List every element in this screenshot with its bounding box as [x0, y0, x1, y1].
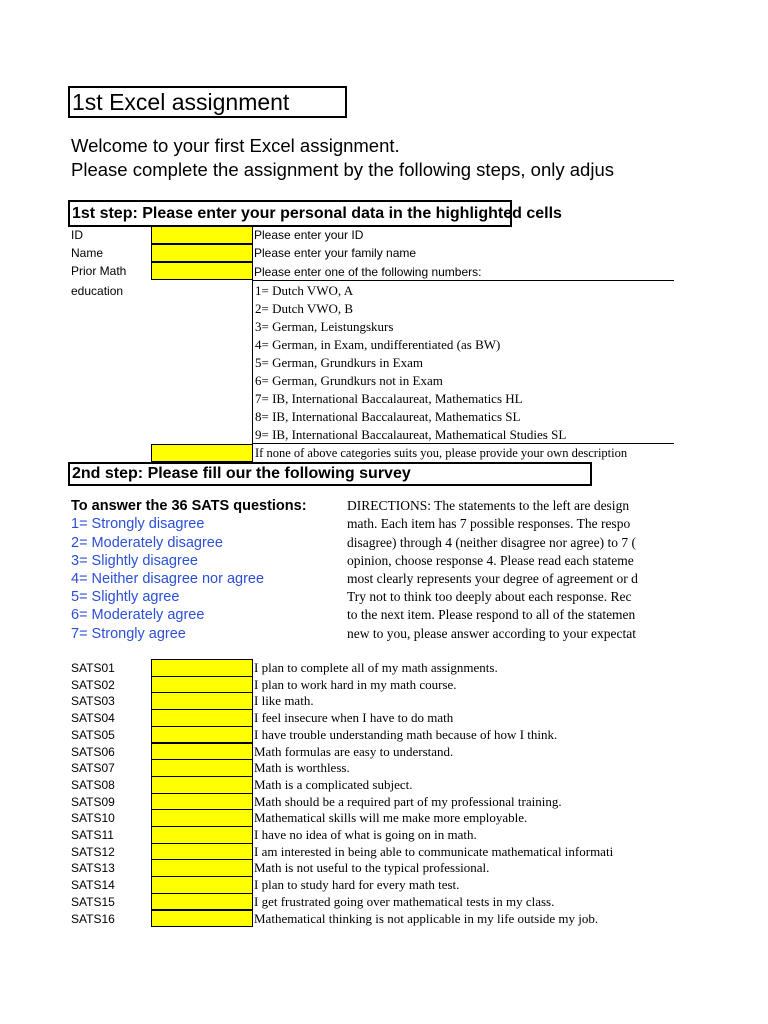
- intro-line-1: Welcome to your first Excel assignment.: [71, 135, 400, 156]
- option-3: 3= German, Leistungskurs: [255, 319, 394, 334]
- sats-answer-cell[interactable]: [151, 726, 253, 744]
- math-instruction: Please enter one of the following numbers:: [254, 265, 482, 279]
- step1-heading: 1st step: Please enter your personal data in the highlighted cells: [72, 205, 562, 222]
- sats-statement: I have no idea of what is going on in math.: [254, 827, 477, 842]
- scale-item-5: 5= Slightly agree: [71, 589, 180, 605]
- sats-answer-cell[interactable]: [151, 809, 253, 827]
- option-1: 1= Dutch VWO, A: [255, 283, 354, 298]
- id-input-cell[interactable]: [151, 226, 253, 244]
- name-input-cell[interactable]: [151, 244, 253, 262]
- sats-code: SATS10: [71, 811, 115, 826]
- sats-code: SATS05: [71, 727, 115, 742]
- options-top-border: [252, 280, 674, 281]
- sats-statement: Math is worthless.: [254, 760, 350, 776]
- sats-statement: Math is not useful to the typical professional.: [254, 860, 490, 876]
- option-8: 8= IB, International Baccalaureat, Mathematics SL: [255, 409, 521, 424]
- directions-line-1: DIRECTIONS: The statements to the left are design: [347, 498, 630, 513]
- sats-statement: Math formulas are easy to understand.: [254, 743, 454, 759]
- sats-answer-cell[interactable]: [151, 893, 253, 911]
- scale-item-2: 2= Moderately disagree: [71, 535, 223, 551]
- sats-code: SATS06: [71, 744, 115, 759]
- directions-line-2: math. Each item has 7 possible responses. The respo: [347, 516, 631, 531]
- other-instruction: If none of above categories suits you, please provide your own description: [255, 446, 628, 460]
- sats-code: SATS07: [71, 761, 115, 776]
- sats-statement: I get frustrated going over mathematical tests in my class.: [254, 893, 555, 909]
- sats-statement: I plan to study hard for every math test.: [254, 877, 460, 893]
- sats-answer-cell[interactable]: [151, 910, 253, 928]
- name-instruction: Please enter your family name: [254, 246, 417, 260]
- directions-line-5: most clearly represents your degree of agreement or d: [347, 571, 638, 586]
- scale-item-1: 1= Strongly disagree: [71, 516, 205, 532]
- option-6: 6= German, Grundkurs not in Exam: [255, 373, 443, 388]
- sats-statement: Math is a complicated subject.: [254, 776, 413, 792]
- sats-code: SATS03: [71, 694, 115, 709]
- intro-line-2: Please complete the assignment by the following steps, only adjus: [71, 159, 614, 180]
- sats-code: SATS01: [71, 661, 115, 675]
- sats-code: SATS02: [71, 677, 115, 692]
- sats-statement: I plan to complete all of my math assignments.: [254, 660, 498, 675]
- scale-item-4: 4= Neither disagree nor agree: [71, 571, 265, 587]
- sats-answer-cell[interactable]: [151, 859, 253, 877]
- directions-line-6: Try not to think too deeply about each response. Rec: [347, 589, 632, 604]
- sats-answer-cell[interactable]: [151, 743, 253, 761]
- directions-line-8: new to you, please answer according to your expectat: [347, 626, 637, 641]
- option-7: 7= IB, International Baccalaureat, Mathematics HL: [255, 391, 523, 406]
- directions-line-4: opinion, choose response 4. Please read each stateme: [347, 553, 634, 568]
- id-instruction: Please enter your ID: [254, 228, 364, 242]
- options-left-border: [252, 280, 253, 462]
- directions-line-7: to the next item. Please respond to all of the statemen: [347, 607, 636, 622]
- scale-heading: To answer the 36 SATS questions:: [71, 498, 307, 514]
- sats-statement: Math should be a required part of my professional training.: [254, 793, 562, 809]
- name-label: Name: [71, 246, 104, 260]
- sats-code: SATS11: [71, 828, 114, 842]
- sats-answer-cell[interactable]: [151, 876, 253, 894]
- sats-statement: I like math.: [254, 693, 314, 709]
- math-label-1: Prior Math: [71, 264, 127, 278]
- option-2: 2= Dutch VWO, B: [255, 301, 354, 316]
- sats-answer-cell[interactable]: [151, 692, 253, 710]
- math-education-input-cell[interactable]: [151, 262, 253, 280]
- option-4: 4= German, in Exam, undifferentiated (as BW): [255, 337, 501, 352]
- sats-statement: I am interested in being able to communicate mathematical informati: [254, 843, 614, 859]
- page-title: 1st Excel assignment: [72, 89, 290, 115]
- id-label: ID: [71, 228, 83, 242]
- sats-statement: I have trouble understanding math because of how I think.: [254, 726, 558, 742]
- sats-statement: Mathematical thinking is not applicable in my life outside my job.: [254, 910, 599, 926]
- sats-code: SATS15: [71, 894, 115, 909]
- scale-item-6: 6= Moderately agree: [71, 607, 205, 623]
- sats-answer-cell[interactable]: [151, 793, 253, 811]
- sats-code: SATS16: [71, 911, 115, 926]
- sats-answer-cell[interactable]: [151, 776, 253, 794]
- sats-code: SATS12: [71, 844, 115, 859]
- sats-code: SATS14: [71, 878, 115, 893]
- sats-answer-cell[interactable]: [151, 676, 253, 694]
- sats-answer-cell[interactable]: [151, 759, 253, 777]
- sats-answer-cell[interactable]: [151, 709, 253, 727]
- sats-code: SATS13: [71, 861, 115, 876]
- sats-statement: I plan to work hard in my math course.: [254, 676, 457, 692]
- sats-code: SATS08: [71, 777, 115, 792]
- sats-answer-cell[interactable]: [151, 826, 253, 844]
- other-education-input-cell[interactable]: [151, 444, 253, 462]
- sats-answer-cell[interactable]: [151, 659, 253, 677]
- sats-code: SATS09: [71, 794, 115, 809]
- sats-statement: Mathematical skills will me make more employable.: [254, 810, 528, 826]
- sats-code: SATS04: [71, 711, 115, 726]
- sats-statement: I feel insecure when I have to do math: [254, 710, 454, 726]
- scale-item-3: 3= Slightly disagree: [71, 553, 198, 569]
- step2-heading: 2nd step: Please fill our the following survey: [72, 465, 411, 482]
- math-label-2: education: [71, 284, 124, 298]
- sats-answer-cell[interactable]: [151, 843, 253, 861]
- scale-item-7: 7= Strongly agree: [71, 626, 186, 642]
- directions-line-3: disagree) through 4 (neither disagree nor agree) to 7 (: [347, 535, 637, 550]
- option-9: 9= IB, International Baccalaureat, Mathematical Studies SL: [255, 427, 567, 442]
- option-5: 5= German, Grundkurs in Exam: [255, 355, 423, 370]
